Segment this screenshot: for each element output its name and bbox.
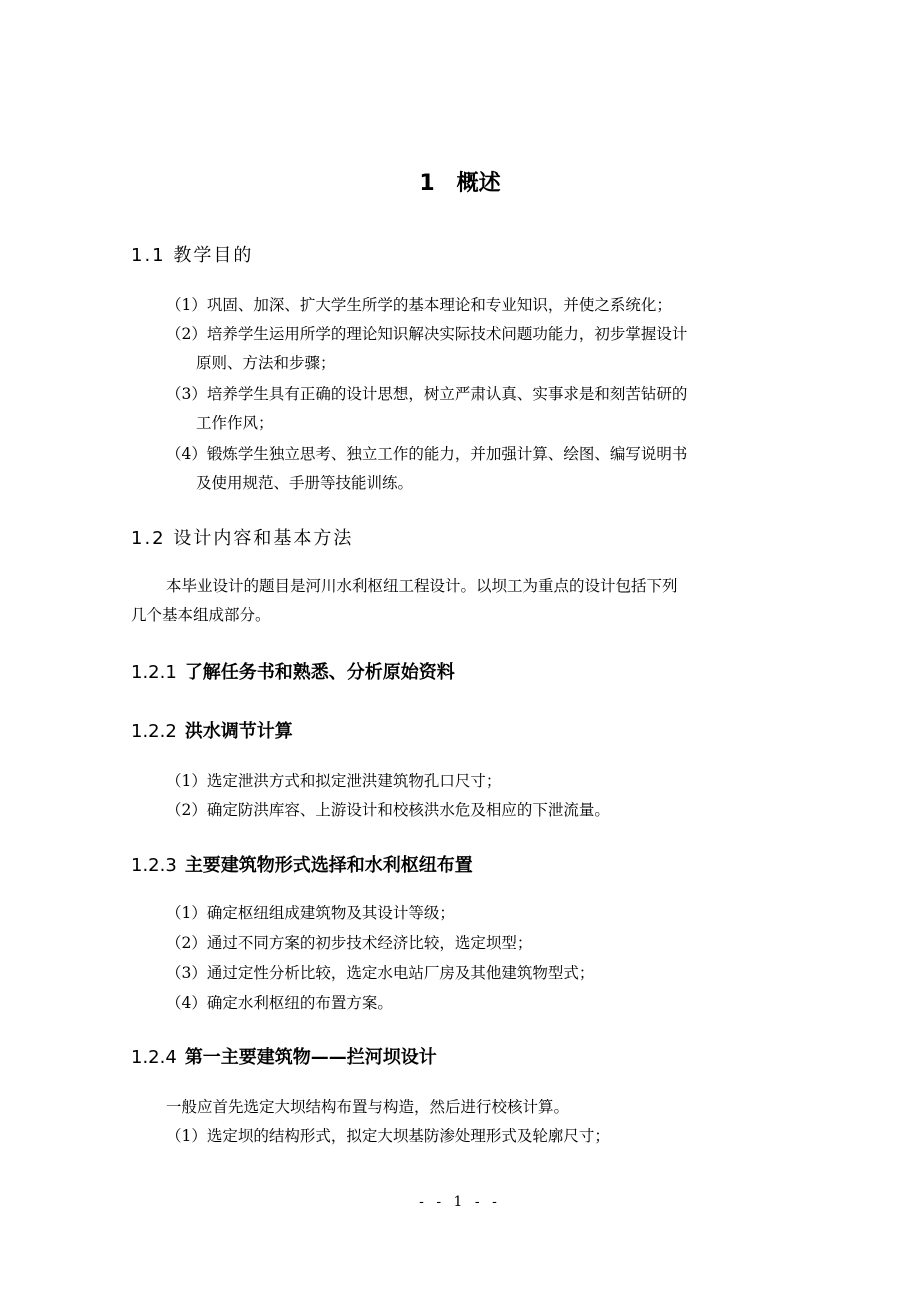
- list-item: （2）通过不同方案的初步技术经济比较，选定坝型；: [166, 934, 533, 952]
- list-item: （3）通过定性分析比较，选定水电站厂房及其他建筑物型式；: [166, 964, 595, 982]
- subsection-number: 1.2.2: [131, 721, 177, 742]
- page-number: - - 1 - -: [419, 1194, 501, 1210]
- list-item-continuation: 原则、方法和步骤；: [196, 354, 336, 372]
- subsection-title: 了解任务书和熟悉、分析原始资料: [184, 662, 455, 683]
- list-item: （1）巩固、加深、扩大学生所学的基本理论和专业知识，并使之系统化；: [166, 296, 672, 314]
- chapter-number: 1: [419, 171, 435, 196]
- list-item: （2）培养学生运用所学的理论知识解决实际技术问题功能力，初步掌握设计: [166, 325, 688, 343]
- chapter-title: [0, 166, 920, 197]
- list-item: （1）确定枢纽组成建筑物及其设计等级；: [166, 904, 455, 922]
- subsection-number: 1.2.3: [131, 855, 177, 876]
- list-item: （1）选定泄洪方式和拟定泄洪建筑物孔口尺寸；: [166, 772, 502, 790]
- list-item: （3）培养学生具有正确的设计思想，树立严肃认真、实事求是和刻苦钻研的: [166, 385, 688, 403]
- subsection-title: 洪水调节计算: [184, 721, 293, 742]
- list-item: （1）选定坝的结构形式，拟定大坝基防渗处理形式及轮廓尺寸；: [166, 1127, 610, 1145]
- subsection-number: 1.2.1: [131, 662, 177, 683]
- list-item: （2）确定防洪库容、上游设计和校核洪水危及相应的下泄流量。: [166, 801, 610, 819]
- list-item-continuation: 工作作风；: [196, 414, 274, 432]
- paragraph-line: 一般应首先选定大坝结构布置与构造，然后进行校核计算。: [166, 1098, 570, 1116]
- list-item: （4）锻炼学生独立思考、独立工作的能力，并加强计算、绘图、编写说明书: [166, 445, 688, 463]
- chapter-title-text: 概述: [456, 171, 501, 196]
- subsection-title: 主要建筑物形式选择和水利枢纽布置: [184, 855, 473, 876]
- list-item-continuation: 及使用规范、手册等技能训练。: [196, 474, 414, 492]
- subsection-heading-1-2-1: [131, 658, 455, 684]
- subsection-number: 1.2.4: [131, 1047, 177, 1068]
- list-item: （4）确定水利枢纽的布置方案。: [166, 994, 393, 1012]
- subsection-heading-1-2-4: [131, 1043, 437, 1069]
- subsection-heading-1-2-2: [131, 717, 293, 743]
- section-heading-1-1: 1.1 教学目的: [131, 245, 254, 266]
- subsection-heading-1-2-3: [131, 851, 473, 877]
- paragraph-line: 本毕业设计的题目是河川水利枢纽工程设计。以坝工为重点的设计包括下列: [166, 577, 678, 595]
- subsection-title: 第一主要建筑物——拦河坝设计: [184, 1047, 437, 1068]
- section-heading-1-2: 1.2 设计内容和基本方法: [131, 528, 354, 549]
- paragraph-line: 几个基本组成部分。: [131, 606, 271, 624]
